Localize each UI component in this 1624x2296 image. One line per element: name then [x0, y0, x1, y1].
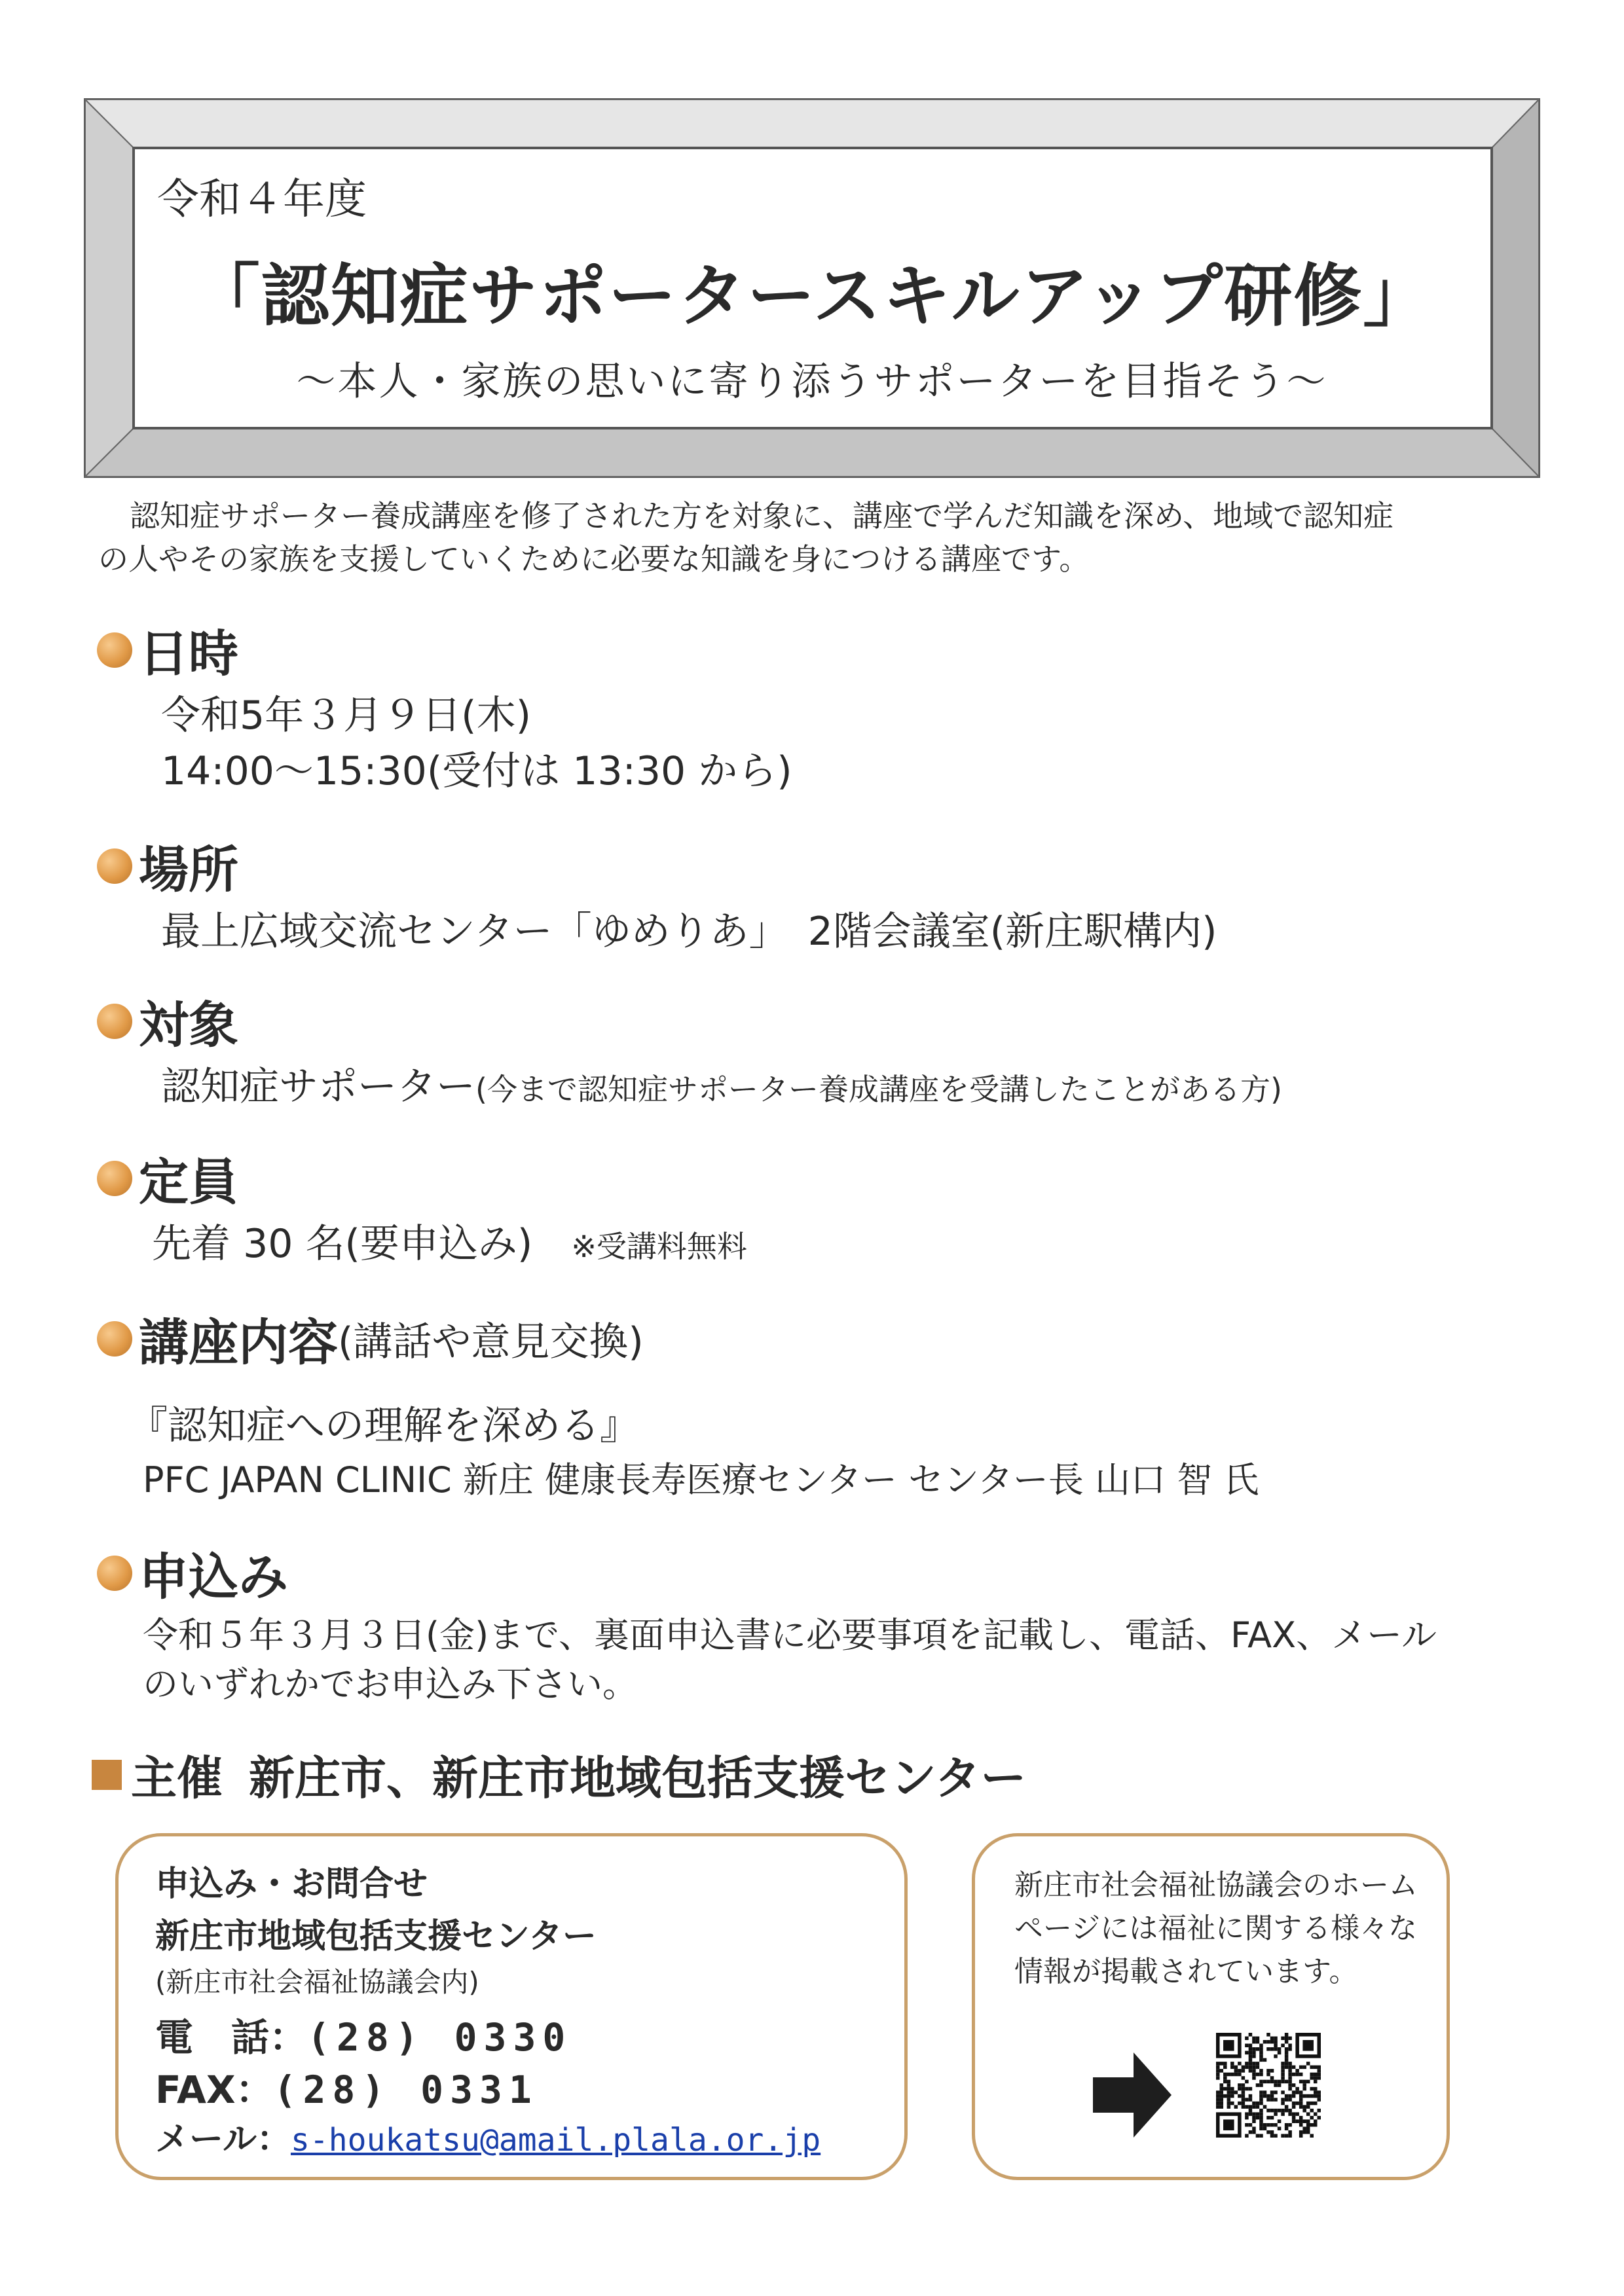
section-heading: 日時: [139, 625, 238, 683]
page-title: 「認知症サポータースキルアップ研修」: [191, 256, 1433, 336]
capacity-value: 先着 30 名(要申込み): [152, 1221, 533, 1267]
fax-label: FAX：: [155, 2068, 274, 2112]
contact-org: 新庄市地域包括支援センター: [155, 1917, 597, 1956]
fax-number: (28) 0331: [273, 2068, 538, 2112]
organizer-label: 主催: [131, 1751, 223, 1805]
fiscal-year: 令和４年度: [157, 175, 367, 224]
homepage-text: 新庄市社会福祉協議会のホームページには福祉に関する様々な情報が掲載されています。: [1014, 1868, 1418, 1988]
email-link[interactable]: s-houkatsu@amail.plala.or.jp: [290, 2122, 821, 2159]
section-organizer: [92, 1741, 1026, 1808]
section-heading-note: (講話や意見交換): [338, 1319, 644, 1365]
event-capacity: [152, 1212, 747, 1269]
bullet-dot-icon: [97, 1161, 132, 1196]
bullet-dot-icon: [97, 1004, 132, 1039]
qr-code-icon[interactable]: [1216, 2033, 1321, 2138]
email-label: メール：: [155, 2120, 291, 2159]
event-place: 最上広域交流センター「ゆめりあ」 2階会議室(新庄駅構内): [161, 909, 1217, 955]
section-content: [97, 1303, 644, 1374]
section-heading: 申込み: [139, 1548, 288, 1606]
intro-line-2: の人やその家族を支援していくために必要な知識を身につける講座です。: [98, 541, 1090, 577]
section-heading: 定員: [139, 1153, 238, 1211]
section-heading: 場所: [139, 841, 238, 899]
lecturer: PFC JAPAN CLINIC 新庄 健康長寿医療センター センター長 山口 智 氏: [143, 1459, 1259, 1501]
section-datetime: [97, 614, 238, 685]
contact-box: [115, 1833, 908, 2180]
lecture-title: 『認知症への理解を深める』: [128, 1403, 639, 1449]
bullet-square-icon: [92, 1760, 122, 1790]
phone-label: 電 話：: [155, 2015, 308, 2060]
intro-line-1: 認知症サポーター養成講座を修了された方を対象に、講座で学んだ知識を深め、地域で認知症: [130, 498, 1394, 534]
apply-line-1: 令和５年３月３日(金)まで、裏面申込書に必要事項を記載し、電話、FAX、メール: [143, 1614, 1437, 1656]
section-heading: 対象: [139, 996, 238, 1054]
section-target: [97, 985, 238, 1057]
capacity-note: ※受講料無料: [571, 1229, 747, 1264]
contact-org-note: (新庄市社会福祉協議会内): [155, 1966, 479, 1998]
contact-heading: 申込み・お問合せ: [155, 1865, 428, 1904]
section-apply: [97, 1537, 288, 1609]
event-date: 令和5年３月９日(木): [161, 693, 531, 738]
section-heading: 講座内容: [139, 1313, 338, 1372]
contact-email-row: [155, 2111, 821, 2160]
homepage-box: [972, 1833, 1450, 2180]
intro-text: [98, 494, 1539, 581]
bullet-dot-icon: [97, 1556, 132, 1591]
contact-phone-row: [155, 2007, 572, 2062]
section-place: [97, 830, 238, 902]
apply-line-2: のいずれかでお申込み下さい。: [143, 1664, 638, 1705]
page-subtitle: 〜本人・家族の思いに寄り添うサポーターを目指そう〜: [296, 359, 1328, 405]
title-frame: [84, 98, 1540, 478]
contact-fax-row: [155, 2059, 538, 2114]
target-value: 認知症サポーター: [161, 1064, 475, 1110]
event-time: 14:00〜15:30(受付は 13:30 から): [161, 748, 792, 794]
target-note: (今まで認知症サポーター養成講座を受講したことがある方): [475, 1072, 1282, 1107]
bullet-dot-icon: [97, 848, 132, 884]
phone-number: (28) 0330: [307, 2015, 572, 2060]
arrow-right-icon: [1093, 2052, 1172, 2138]
bullet-dot-icon: [97, 1321, 132, 1357]
organizer-value: 新庄市、新庄市地域包括支援センター: [249, 1751, 1027, 1805]
event-target: [161, 1055, 1282, 1112]
bullet-dot-icon: [97, 632, 132, 668]
section-capacity: [97, 1142, 238, 1214]
